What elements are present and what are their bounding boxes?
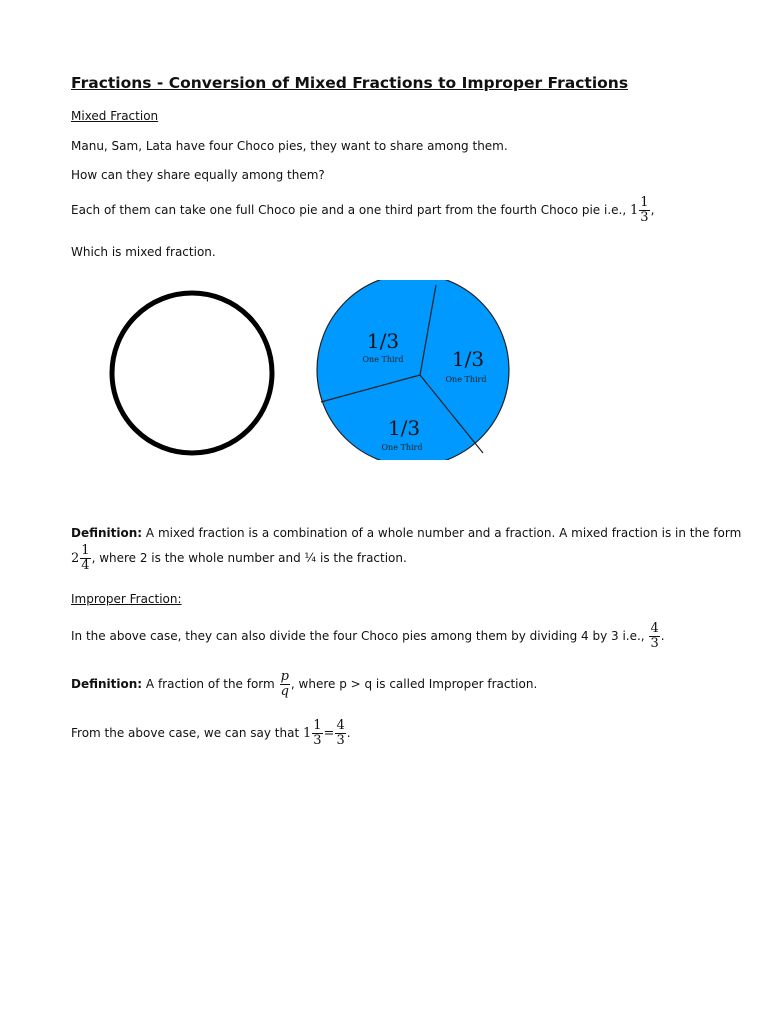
paragraph-conclusion: [71, 719, 351, 748]
definition-improper-fraction: [71, 670, 537, 699]
mixed-whole: 2: [71, 551, 80, 566]
fraction-one-third: [639, 196, 649, 225]
definition-label: Definition:: [71, 677, 143, 691]
fraction-denominator: 3: [650, 636, 659, 651]
each-takes-text: Each of them can take one full Choco pie and a one third part from the fourth Choco pie i.e.,: [71, 203, 627, 217]
definition-mixed-fraction: [71, 525, 741, 541]
slice-label: 1/3: [451, 347, 485, 371]
page-title: Fractions - Conversion of Mixed Fractions to Improper Fractions: [71, 74, 629, 92]
definition-text: A mixed fraction is a combination of a whole number and a fraction. A mixed fraction is in the form: [145, 526, 742, 540]
equals-sign: =: [323, 726, 335, 741]
fraction-denominator: 3: [313, 733, 322, 748]
fraction-one-fourth: [80, 544, 90, 573]
definition-mixed-example: [71, 544, 407, 573]
definition-label: Definition:: [71, 526, 143, 540]
whole-pie-circle: [112, 293, 272, 453]
fraction-denominator: 3: [336, 733, 345, 748]
fraction-numerator: 1: [81, 543, 90, 558]
mixed-whole: 1: [630, 203, 639, 218]
punctuation: ,: [650, 203, 655, 217]
slice-label: 1/3: [387, 416, 421, 440]
conclusion-text: From the above case, we can say that: [71, 726, 300, 740]
punctuation: .: [346, 726, 351, 740]
pie-divided-thirds: [317, 280, 509, 460]
fraction-denominator: 3: [640, 210, 649, 225]
definition-text: A fraction of the form: [145, 677, 275, 691]
paragraph-share-question: How can they share equally among them?: [71, 168, 325, 182]
definition-example-text: , where 2 is the whole number and ¼ is the fraction.: [91, 551, 407, 565]
fraction-numerator: 1: [313, 718, 322, 733]
choco-pie-illustration: [100, 280, 520, 460]
paragraph-each-takes: [71, 196, 654, 225]
paragraph-choco-pies: Manu, Sam, Lata have four Choco pies, they want to share among them.: [71, 139, 508, 153]
punctuation: .: [660, 629, 665, 643]
slice-label: 1/3: [366, 329, 400, 353]
mixed-whole: 1: [302, 726, 312, 741]
slice-sublabel: One Third: [381, 443, 423, 452]
divide-text: In the above case, they can also divide the four Choco pies among them by dividing 4 by 3 i.e.,: [71, 629, 645, 643]
paragraph-divide-four: [71, 622, 665, 651]
fraction-numerator: p: [280, 669, 289, 684]
definition-rest-text: , where p > q is called Improper fraction.: [290, 677, 538, 691]
fraction-one-third: [312, 719, 322, 748]
slice-sublabel: One Third: [445, 375, 487, 384]
paragraph-mixed-fraction: Which is mixed fraction.: [71, 245, 216, 259]
improper-fraction-heading: Improper Fraction:: [71, 592, 182, 606]
fraction-p-over-q: [280, 670, 290, 699]
fraction-denominator: 4: [81, 558, 90, 573]
fraction-numerator: 4: [336, 718, 345, 733]
fraction-numerator: 4: [650, 621, 659, 636]
fraction-denominator: q: [280, 684, 289, 699]
slice-sublabel: One Third: [362, 355, 404, 364]
fraction-numerator: 1: [640, 195, 649, 210]
fraction-four-thirds: [649, 622, 659, 651]
fraction-four-thirds: [335, 719, 345, 748]
mixed-fraction-heading: Mixed Fraction: [71, 109, 159, 123]
